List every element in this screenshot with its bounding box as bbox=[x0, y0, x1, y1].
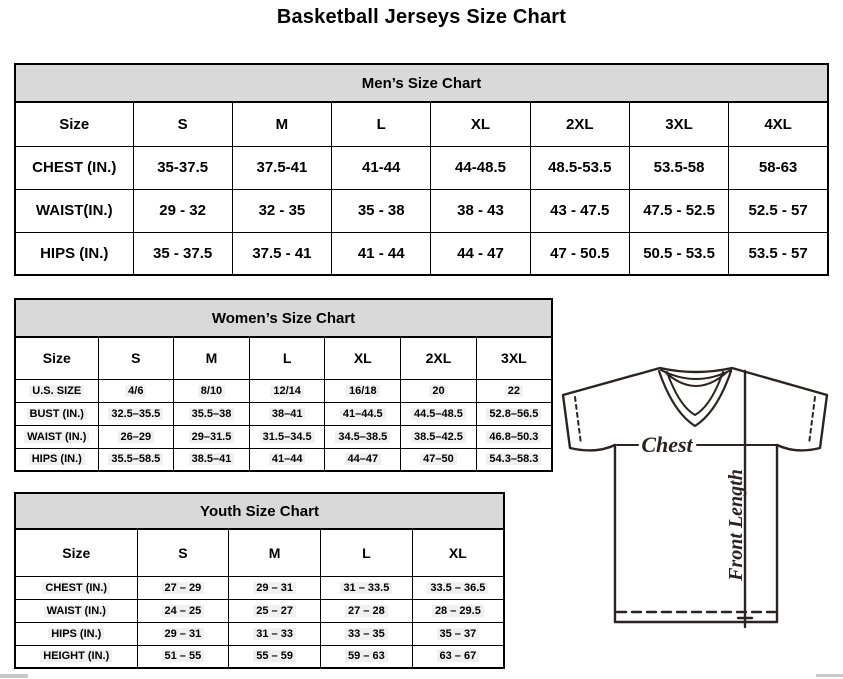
size-value: 38.5–42.5 bbox=[401, 425, 477, 448]
size-value: 25 – 27 bbox=[229, 599, 321, 622]
table-row bbox=[15, 379, 552, 402]
size-value: 20 bbox=[401, 379, 477, 402]
size-value: 54.3–58.3 bbox=[476, 448, 552, 471]
row-label: HIPS (IN.) bbox=[15, 232, 133, 275]
table-row bbox=[15, 576, 504, 599]
row-label: CHEST (IN.) bbox=[15, 146, 133, 189]
column-header: Size bbox=[15, 529, 137, 576]
column-header: L bbox=[332, 102, 431, 146]
chest-label: Chest bbox=[641, 432, 693, 457]
size-value: 35 - 37.5 bbox=[133, 232, 232, 275]
size-value: 38.5–41 bbox=[174, 448, 250, 471]
size-value: 50.5 - 53.5 bbox=[629, 232, 728, 275]
womens-size-table bbox=[14, 336, 553, 472]
size-value: 32.5–35.5 bbox=[98, 402, 174, 425]
table-row bbox=[15, 232, 828, 275]
size-value: 44–47 bbox=[325, 448, 401, 471]
size-value: 22 bbox=[476, 379, 552, 402]
size-value: 41–44 bbox=[249, 448, 325, 471]
scrollbar-fragment-left[interactable] bbox=[0, 674, 28, 678]
table-row bbox=[15, 622, 504, 645]
size-value: 58-63 bbox=[729, 146, 828, 189]
table-row bbox=[15, 402, 552, 425]
size-value: 63 – 67 bbox=[412, 645, 504, 668]
size-value: 41–44.5 bbox=[325, 402, 401, 425]
size-value: 32 - 35 bbox=[232, 189, 331, 232]
row-label: WAIST(IN.) bbox=[15, 189, 133, 232]
size-value: 26–29 bbox=[98, 425, 174, 448]
youth-size-table bbox=[14, 528, 505, 669]
size-value: 46.8–50.3 bbox=[476, 425, 552, 448]
size-value: 29 – 31 bbox=[137, 622, 229, 645]
size-value: 31.5–34.5 bbox=[249, 425, 325, 448]
size-value: 27 – 28 bbox=[321, 599, 413, 622]
column-header: M bbox=[232, 102, 331, 146]
size-value: 55 – 59 bbox=[229, 645, 321, 668]
size-value: 47.5 - 52.5 bbox=[629, 189, 728, 232]
size-value: 43 - 47.5 bbox=[530, 189, 629, 232]
size-value: 29–31.5 bbox=[174, 425, 250, 448]
size-value: 59 – 63 bbox=[321, 645, 413, 668]
table-row bbox=[15, 146, 828, 189]
mens-size-chart bbox=[14, 63, 829, 276]
size-value: 16/18 bbox=[325, 379, 401, 402]
column-header: Size bbox=[15, 102, 133, 146]
column-header: L bbox=[249, 337, 325, 379]
column-header: 2XL bbox=[401, 337, 477, 379]
size-value: 53.5-58 bbox=[629, 146, 728, 189]
size-value: 29 - 32 bbox=[133, 189, 232, 232]
column-header: M bbox=[229, 529, 321, 576]
table-row bbox=[15, 599, 504, 622]
column-header: L bbox=[321, 529, 413, 576]
size-value: 35 - 38 bbox=[332, 189, 431, 232]
size-value: 44 - 47 bbox=[431, 232, 530, 275]
size-value: 44.5–48.5 bbox=[401, 402, 477, 425]
size-value: 37.5 - 41 bbox=[232, 232, 331, 275]
jersey-outline bbox=[563, 368, 827, 622]
front-length-label: Front Length bbox=[725, 469, 747, 581]
column-header: 3XL bbox=[476, 337, 552, 379]
size-value: 35.5–38 bbox=[174, 402, 250, 425]
row-label: CHEST (IN.) bbox=[15, 576, 137, 599]
size-value: 52.5 - 57 bbox=[729, 189, 828, 232]
size-value: 31 – 33.5 bbox=[321, 576, 413, 599]
column-header: 3XL bbox=[629, 102, 728, 146]
size-value: 52.8–56.5 bbox=[476, 402, 552, 425]
size-value: 47 - 50.5 bbox=[530, 232, 629, 275]
size-value: 33.5 – 36.5 bbox=[412, 576, 504, 599]
column-header: 2XL bbox=[530, 102, 629, 146]
size-value: 38 - 43 bbox=[431, 189, 530, 232]
table-row bbox=[15, 425, 552, 448]
size-value: 44-48.5 bbox=[431, 146, 530, 189]
jersey-diagram bbox=[551, 356, 843, 648]
size-value: 51 – 55 bbox=[137, 645, 229, 668]
table-row bbox=[15, 645, 504, 668]
column-header: S bbox=[137, 529, 229, 576]
mens-size-table bbox=[14, 101, 829, 276]
row-label: HIPS (IN.) bbox=[15, 622, 137, 645]
size-value: 48.5-53.5 bbox=[530, 146, 629, 189]
youth-chart-title: Youth Size Chart bbox=[14, 492, 505, 530]
column-header: XL bbox=[412, 529, 504, 576]
youth-size-chart bbox=[14, 492, 505, 669]
size-value: 29 – 31 bbox=[229, 576, 321, 599]
size-value: 53.5 - 57 bbox=[729, 232, 828, 275]
column-header: XL bbox=[325, 337, 401, 379]
column-header: S bbox=[133, 102, 232, 146]
womens-chart-title: Women’s Size Chart bbox=[14, 298, 553, 338]
size-value: 31 – 33 bbox=[229, 622, 321, 645]
row-label: WAIST (IN.) bbox=[15, 425, 98, 448]
size-value: 35.5–58.5 bbox=[98, 448, 174, 471]
size-value: 37.5-41 bbox=[232, 146, 331, 189]
mens-chart-title: Men’s Size Chart bbox=[14, 63, 829, 103]
table-row bbox=[15, 189, 828, 232]
column-header: M bbox=[174, 337, 250, 379]
row-label: BUST (IN.) bbox=[15, 402, 98, 425]
size-value: 34.5–38.5 bbox=[325, 425, 401, 448]
row-label: HEIGHT (IN.) bbox=[15, 645, 137, 668]
row-label: U.S. SIZE bbox=[15, 379, 98, 402]
table-row bbox=[15, 448, 552, 471]
size-value: 4/6 bbox=[98, 379, 174, 402]
size-value: 35-37.5 bbox=[133, 146, 232, 189]
size-value: 41 - 44 bbox=[332, 232, 431, 275]
size-value: 33 – 35 bbox=[321, 622, 413, 645]
size-value: 8/10 bbox=[174, 379, 250, 402]
size-value: 35 – 37 bbox=[412, 622, 504, 645]
column-header: Size bbox=[15, 337, 98, 379]
column-header: S bbox=[98, 337, 174, 379]
size-value: 38–41 bbox=[249, 402, 325, 425]
size-value: 47–50 bbox=[401, 448, 477, 471]
column-header: 4XL bbox=[729, 102, 828, 146]
womens-size-chart bbox=[14, 298, 553, 472]
row-label: HIPS (IN.) bbox=[15, 448, 98, 471]
scrollbar-fragment-right[interactable] bbox=[816, 674, 843, 677]
row-label: WAIST (IN.) bbox=[15, 599, 137, 622]
size-value: 24 – 25 bbox=[137, 599, 229, 622]
size-value: 41-44 bbox=[332, 146, 431, 189]
size-value: 28 – 29.5 bbox=[412, 599, 504, 622]
column-header: XL bbox=[431, 102, 530, 146]
size-value: 27 – 29 bbox=[137, 576, 229, 599]
size-value: 12/14 bbox=[249, 379, 325, 402]
page-title: Basketball Jerseys Size Chart bbox=[276, 6, 567, 28]
